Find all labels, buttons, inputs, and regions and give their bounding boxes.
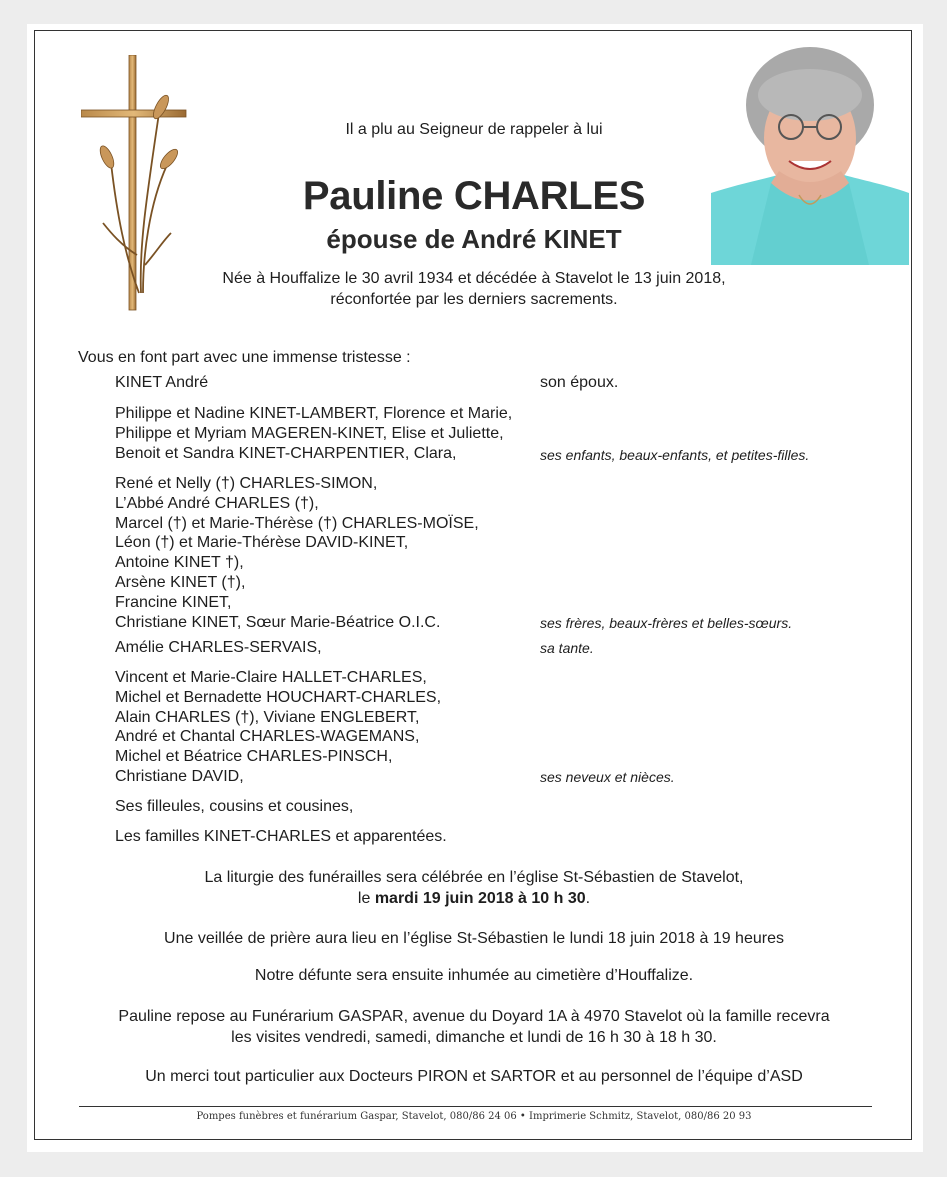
spouse-line: épouse de André KINET — [326, 224, 622, 254]
liturgy-prefix: le — [357, 890, 375, 907]
family-names: Ses filleules, cousins et cousines, — [115, 798, 354, 815]
footer-divider — [79, 1106, 872, 1107]
footer-text: Pompes funèbres et funérarium Gaspar, Stavelot, 080/86 24 06 • Imprimerie Schmitz, Stavelot, 080/86 20 93 — [196, 1111, 752, 1122]
intro-text: Il a plu au Seigneur de rappeler à lui — [345, 121, 603, 138]
family-names: Vincent et Marie-Claire HALLET-CHARLES, Michel et Bernadette HOUCHART-CHARLES, Alain CHARLES (†), Viviane ENGLEBERT, André et Chantal CHARLES-WAGEMANS, Michel et Béatrice CHARLES-PINSCH, Christiane DAVID, — [115, 669, 442, 785]
family-names: KINET André — [115, 374, 209, 391]
dates-block — [35, 268, 913, 310]
obituary-sheet — [27, 24, 923, 1152]
liturgy-block — [35, 867, 913, 909]
deceased-name: Pauline CHARLES — [302, 174, 646, 218]
rest-line-1: Pauline repose au Funérarium GASPAR, avenue du Doyard 1A à 4970 Stavelot où la famille recevra — [118, 1008, 830, 1025]
family-names: René et Nelly (†) CHARLES-SIMON, L’Abbé André CHARLES (†), Marcel (†) et Marie-Thérèse (†) CHARLES-MOÏSE, Léon (†) et Marie-Thérèse DAVID-KINET, Antoine KINET †), Arsène KINET (†), Francine KINET, Christiane KINET, Sœur Marie-Béatrice O.I.C. — [115, 475, 479, 631]
liturgy-date: mardi 19 juin 2018 à 10 h 30 — [374, 890, 586, 907]
announce-text: Vous en font part avec une immense tristesse : — [78, 349, 411, 366]
family-relation: ses frères, beaux-frères et belles-sœurs. — [540, 615, 793, 631]
burial-text: Notre défunte sera ensuite inhumée au cimetière d’Houffalize. — [254, 967, 694, 984]
thanks-text: Un merci tout particulier aux Docteurs PIRON et SARTOR et au personnel de l’équipe d’ASD — [145, 1068, 803, 1085]
family-relation: ses enfants, beaux-enfants, et petites-filles. — [540, 447, 810, 463]
obituary-frame — [34, 30, 912, 1140]
family-names: Philippe et Nadine KINET-LAMBERT, Florence et Marie, Philippe et Myriam MAGEREN-KINET, Elise et Juliette, Benoit et Sandra KINET-CHARPENTIER, Clara, — [115, 405, 513, 462]
family-relation: son époux. — [540, 374, 619, 391]
dates-line-2: réconfortée par les derniers sacrements. — [330, 291, 618, 308]
rest-line-2: les visites vendredi, samedi, dimanche et lundi de 16 h 30 à 18 h 30. — [231, 1029, 717, 1046]
liturgy-line-1: La liturgie des funérailles sera célébrée en l’église St-Sébastien de Stavelot, — [204, 869, 744, 886]
liturgy-suffix: . — [585, 890, 591, 907]
family-relation: ses neveux et nièces. — [540, 769, 675, 785]
liturgy-line-2 — [35, 888, 913, 909]
family-relation: sa tante. — [540, 640, 594, 656]
family-names: Amélie CHARLES-SERVAIS, — [115, 639, 322, 656]
dates-line-1: Née à Houffalize le 30 avril 1934 et décédée à Stavelot le 13 juin 2018, — [222, 270, 726, 287]
family-names: Les familles KINET-CHARLES et apparentées. — [115, 828, 447, 845]
rest-block — [35, 1006, 913, 1048]
vigil-text: Une veillée de prière aura lieu en l’église St-Sébastien le lundi 18 juin 2018 à 19 heures — [164, 930, 784, 947]
